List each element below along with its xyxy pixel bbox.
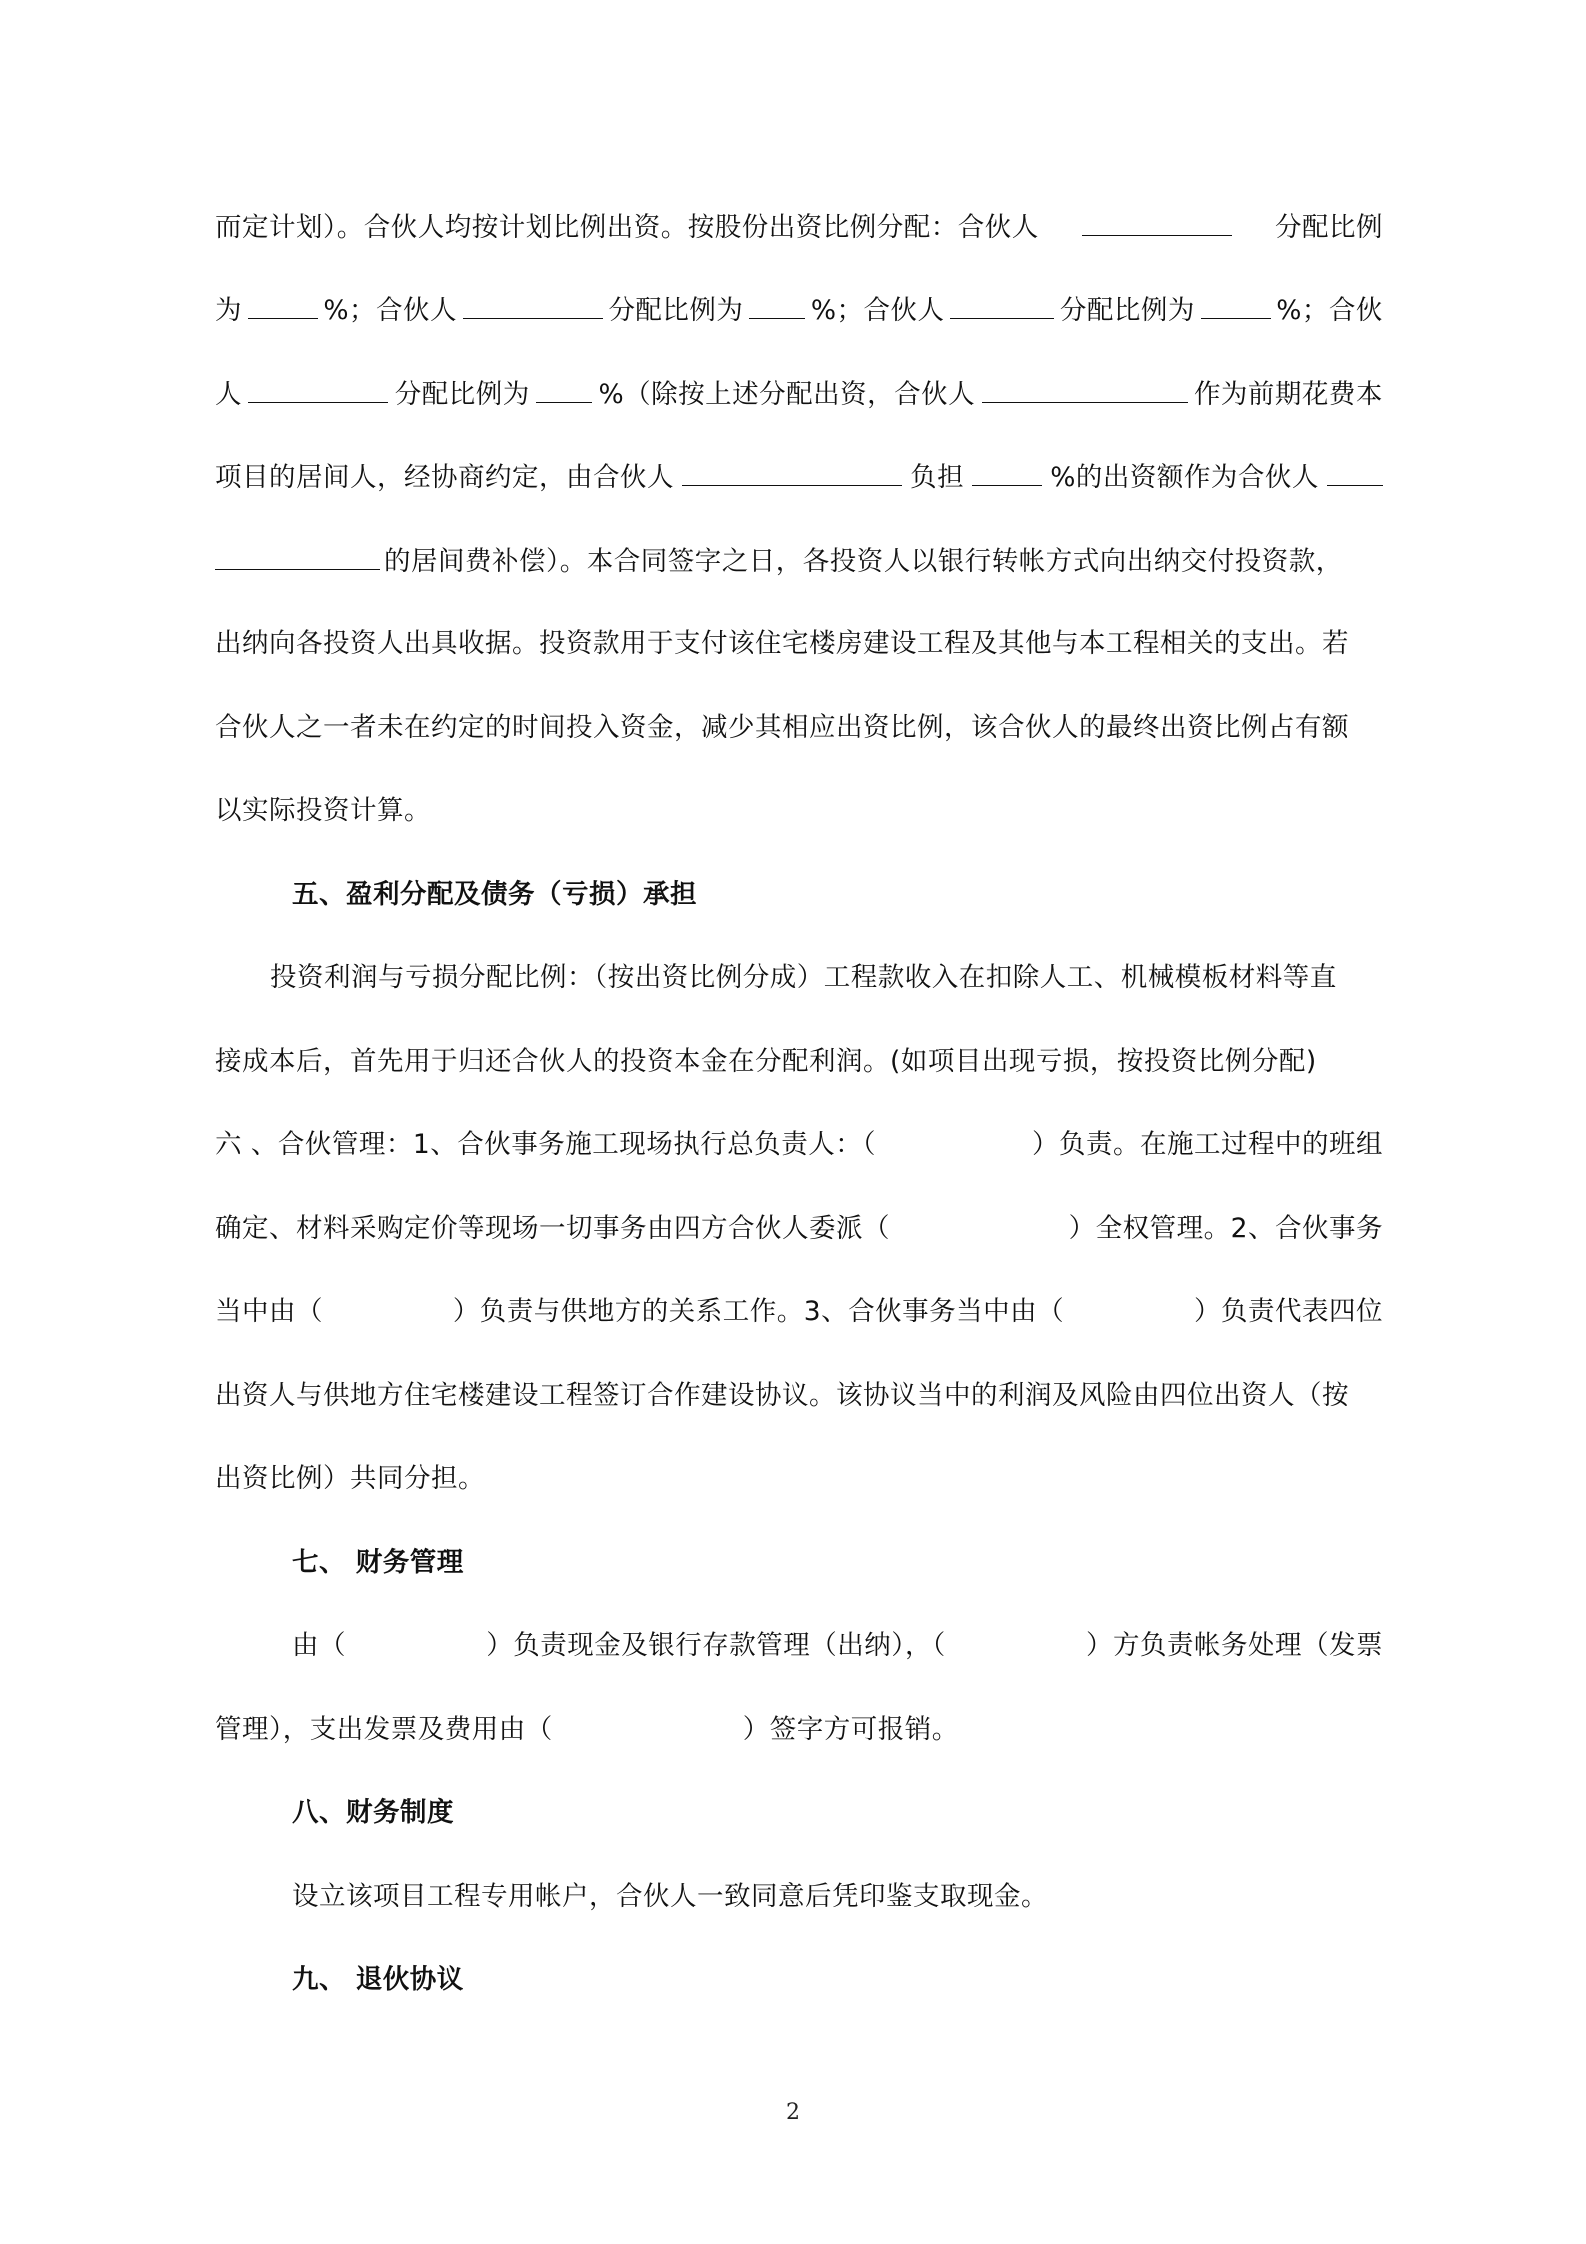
text-segment: ）签字方可报销。	[742, 1714, 959, 1745]
fill-blank	[248, 374, 388, 403]
section-heading: 八、财务制度	[292, 1797, 454, 1828]
text-segment: %（除按上述分配出资，合伙人	[598, 379, 976, 410]
text-segment: 当中由（	[215, 1296, 323, 1327]
text-segment: ）负责与供地方的关系工作。3、合伙事务当中由（	[452, 1296, 1065, 1327]
paragraph-line	[215, 1209, 1383, 1249]
paragraph-line: 出资比例）共同分担。	[215, 1463, 485, 1494]
fill-blank	[950, 290, 1054, 319]
text-segment: 而定计划）。合伙人均按计划比例出资。按股份出资比例分配：合伙人	[215, 212, 1039, 243]
paragraph-line	[215, 374, 1383, 414]
paragraph-line: 出资人与供地方住宅楼建设工程签订合作建设协议。该协议当中的利润及风险由四位出资人（按	[215, 1380, 1349, 1411]
text-segment: 分配比例为	[1059, 295, 1195, 326]
paragraph-line: 投资利润与亏损分配比例：（按出资比例分成）工程款收入在扣除人工、机械模板材料等直	[270, 962, 1337, 993]
text-segment: 项目的居间人，经协商约定，由合伙人	[215, 462, 674, 493]
fill-blank	[463, 290, 603, 319]
paragraph-line: 设立该项目工程专用帐户，合伙人一致同意后凭印鉴支取现金。	[292, 1881, 1048, 1912]
section-heading: 七、 财务管理	[292, 1547, 464, 1578]
paragraph-line: 以实际投资计算。	[215, 795, 431, 826]
text-segment: %；合伙人	[323, 295, 458, 326]
paragraph-line	[215, 457, 1383, 497]
text-segment: 作为前期花费本	[1193, 379, 1383, 410]
paragraph-line: 合伙人之一者未在约定的时间投入资金，减少其相应出资比例，该合伙人的最终出资比例占有额	[215, 712, 1349, 743]
section-heading: 九、 退伙协议	[292, 1964, 464, 1995]
text-segment: 六 、合伙管理：1、合伙事务施工现场执行总负责人：（	[215, 1129, 877, 1160]
paragraph-line	[215, 1125, 1383, 1165]
text-segment: ）负责代表四位	[1194, 1296, 1383, 1327]
text-segment: ）方负责帐务处理（发票	[1086, 1630, 1383, 1661]
paragraph-line: 出纳向各投资人出具收据。投资款用于支付该住宅楼房建设工程及其他与本工程相关的支出。若	[215, 628, 1349, 659]
fill-blank	[536, 374, 592, 403]
text-segment: %；合伙	[1276, 295, 1383, 326]
text-segment: 由（	[292, 1630, 346, 1661]
fill-blank	[682, 457, 902, 486]
paragraph-line: 接成本后，首先用于归还合伙人的投资本金在分配利润。(如项目出现亏损，按投资比例分配)	[215, 1046, 1317, 1077]
text-segment: ）负责。在施工过程中的班组	[1031, 1129, 1383, 1160]
text-segment: 分配比例为	[394, 379, 530, 410]
text-segment: 为	[215, 295, 242, 326]
text-segment: 负担	[910, 462, 965, 493]
paragraph-line	[215, 290, 1383, 330]
text-segment: ）负责现金及银行存款管理（出纳），（	[486, 1630, 946, 1661]
fill-blank	[972, 457, 1042, 486]
fill-blank	[215, 541, 380, 570]
page-number: 2	[786, 2100, 800, 2125]
text-segment: %的出资额作为合伙人	[1050, 462, 1319, 493]
fill-blank	[982, 374, 1188, 403]
text-segment: 分配比例为	[608, 295, 744, 326]
text-segment: 管理），支出发票及费用由（	[215, 1714, 553, 1745]
text-segment: ）全权管理。2、合伙事务	[1068, 1213, 1383, 1244]
fill-blank	[749, 290, 805, 319]
fill-blank	[1201, 290, 1271, 319]
fill-blank	[1082, 207, 1232, 236]
text-segment: %；合伙人	[810, 295, 945, 326]
paragraph-line	[215, 1292, 1383, 1332]
section-heading: 五、盈利分配及债务（亏损）承担	[292, 879, 697, 910]
text-segment: 分配比例	[1275, 212, 1383, 243]
text-segment: 确定、材料采购定价等现场一切事务由四方合伙人委派（	[215, 1213, 890, 1244]
text-segment: 的居间费补偿）。本合同签字之日，各投资人以银行转帐方式向出纳交付投资款，	[384, 546, 1343, 577]
fill-blank	[1327, 457, 1383, 486]
fill-blank	[248, 290, 318, 319]
text-segment: 人	[215, 379, 242, 410]
paragraph-line	[215, 1710, 1383, 1750]
paragraph-line	[215, 541, 1383, 581]
paragraph-line	[292, 1626, 1383, 1666]
paragraph-line	[215, 207, 1383, 247]
